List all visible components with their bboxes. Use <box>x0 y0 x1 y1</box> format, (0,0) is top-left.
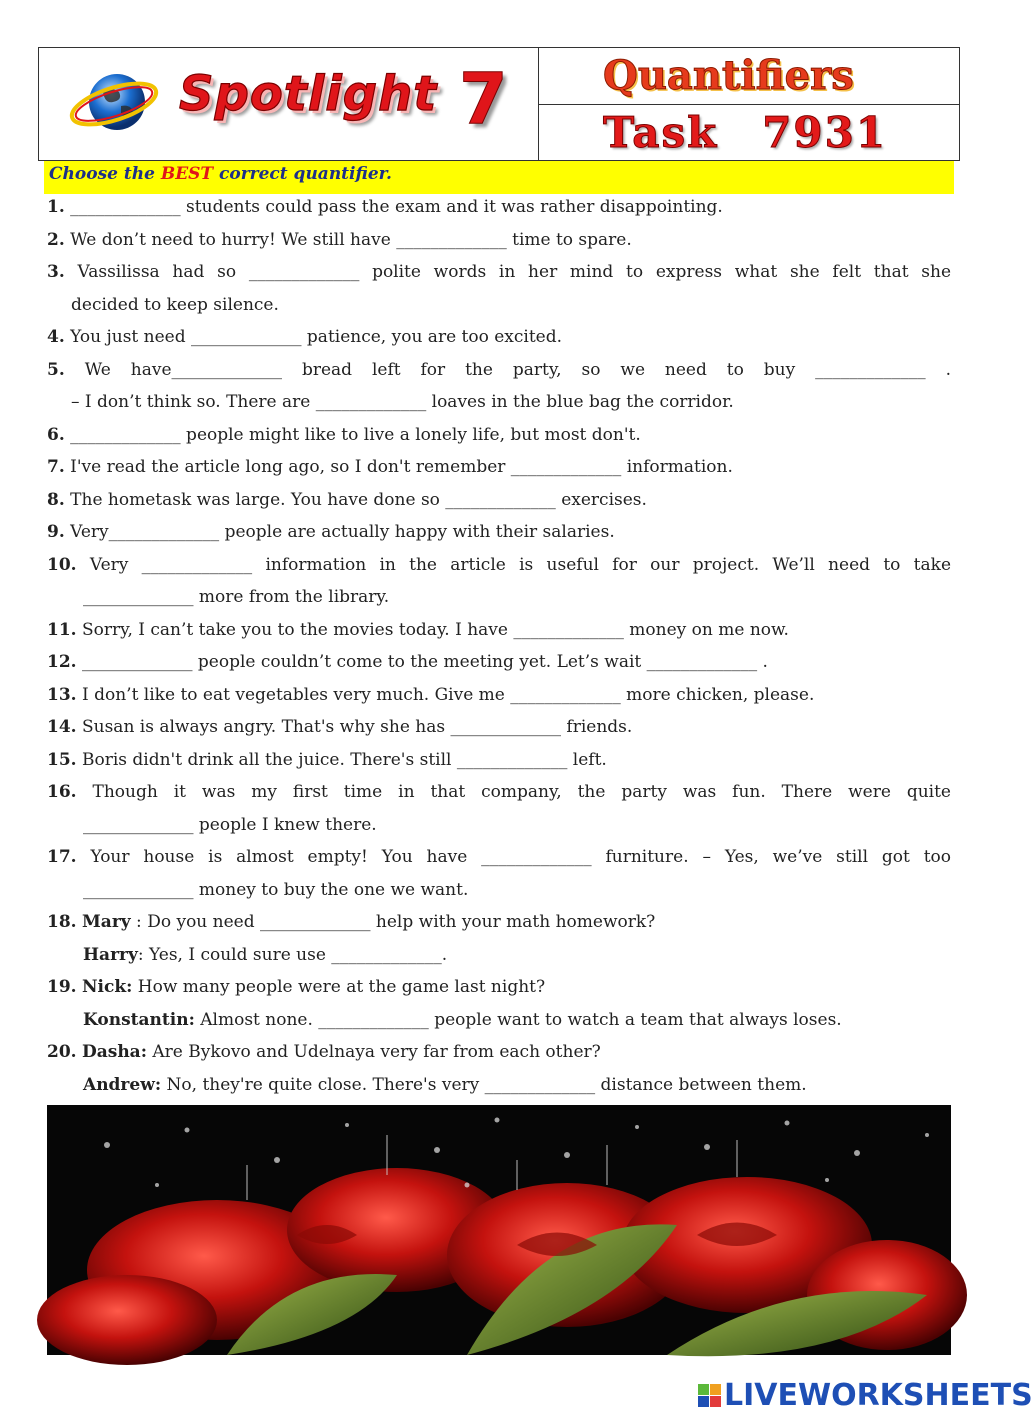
question-number: 8. <box>47 489 65 510</box>
dialogue-text: Are Bykovo and Udelnaya very far from each other? <box>152 1042 601 1062</box>
liveworksheets-logo <box>698 1378 1033 1413</box>
question-list <box>47 191 951 1101</box>
question-item <box>47 419 951 452</box>
question-number: 16. <box>47 782 77 802</box>
grade-number: 7 <box>459 58 508 140</box>
speaker-name: Harry <box>83 944 138 965</box>
question-number: 13. <box>47 684 77 705</box>
question-number: 19. <box>47 977 77 997</box>
speaker-separator: : <box>130 912 148 932</box>
dialogue-text: No, they're quite close. There's very _____________ distance between them. <box>166 1074 807 1095</box>
dialogue-item <box>47 1036 951 1069</box>
question-text: The hometask was large. You have done so _____________ exercises. <box>70 489 647 510</box>
question-number: 5. <box>47 359 65 380</box>
question-text: Though it was my first time in that company, the party was fun. There were quite <box>92 782 951 802</box>
question-text: Susan is always angry. That's why she has _____________ friends. <box>81 717 633 737</box>
question-number: 20. <box>47 1042 77 1062</box>
title-cell <box>539 48 959 160</box>
question-item <box>47 744 951 777</box>
question-number: 4. <box>47 327 65 347</box>
question-continuation <box>47 386 951 419</box>
question-text: Very_____________ people are actually happy with their salaries. <box>70 522 615 542</box>
question-item <box>47 451 951 484</box>
question-number: 9. <box>47 522 65 542</box>
liveworksheets-text: LIVEWORKSHEETS <box>724 1378 1033 1413</box>
question-text: _____________ people might like to live a lonely life, but most don't. <box>70 424 641 445</box>
question-text: We don’t need to hurry! We still have _____________ time to spare. <box>70 229 632 250</box>
question-continuation <box>47 581 951 614</box>
roses-photo <box>47 1105 951 1355</box>
question-item <box>47 841 951 874</box>
question-continuation <box>47 874 951 907</box>
globe-icon <box>69 64 159 140</box>
question-item <box>47 711 951 744</box>
logo-cell <box>39 48 539 160</box>
instruction-banner <box>44 161 954 194</box>
question-number: 15. <box>47 749 77 770</box>
dialogue-text: Do you need _____________ help with your math homework? <box>147 912 656 932</box>
speaker-name: Nick: <box>81 977 133 997</box>
question-item <box>47 776 951 809</box>
question-item <box>47 256 951 289</box>
dialogue-item <box>47 971 951 1004</box>
question-item <box>47 646 951 679</box>
question-number: 12. <box>47 652 77 672</box>
task-row <box>539 105 959 161</box>
worksheet-header <box>38 47 960 161</box>
question-text: decided to keep silence. <box>71 294 279 315</box>
question-continuation <box>47 809 951 842</box>
spotlight-brand: Spotlight <box>179 66 438 122</box>
question-number: 10. <box>47 554 77 575</box>
dialogue-reply <box>47 939 951 972</box>
dialogue-item <box>47 906 951 939</box>
worksheet-title: Quantifiers <box>539 48 959 105</box>
question-number: 14. <box>47 717 77 737</box>
question-item <box>47 516 951 549</box>
question-number: 6. <box>47 424 65 445</box>
liveworksheets-icon <box>698 1384 721 1407</box>
question-number: 18. <box>47 912 77 932</box>
question-text: I don’t like to eat vegetables very much. Give me _____________ more chicken, please. <box>81 684 815 705</box>
speaker-name: Konstantin: <box>83 1009 195 1030</box>
question-number: 17. <box>47 847 77 867</box>
question-text: You just need _____________ patience, you are too excited. <box>70 327 563 347</box>
question-item <box>47 614 951 647</box>
question-item <box>47 354 951 387</box>
question-item <box>47 549 951 582</box>
roses-image <box>47 1105 951 1355</box>
question-number: 2. <box>47 229 65 250</box>
question-text: Your house is almost empty! You have _____________ furniture. – Yes, we’ve still got too <box>90 847 952 867</box>
question-number: 1. <box>47 197 65 217</box>
question-item <box>47 191 951 224</box>
speaker-name: Dasha: <box>81 1042 147 1062</box>
question-item <box>47 321 951 354</box>
speaker-name: Andrew: <box>83 1074 162 1095</box>
question-text: Boris didn't drink all the juice. There's still _____________ left. <box>81 749 607 770</box>
speaker-name: Mary <box>81 912 131 932</box>
question-number: 3. <box>47 262 65 282</box>
question-text: We have_____________ bread left for the party, so we need to buy _____________ . <box>84 359 951 380</box>
dialogue-text: How many people were at the game last night? <box>137 977 546 997</box>
question-text: I've read the article long ago, so I don't remember _____________ information. <box>70 457 733 477</box>
task-label: Task <box>603 107 719 157</box>
question-item <box>47 679 951 712</box>
question-text: _____________ students could pass the exam and it was rather disappointing. <box>70 197 723 217</box>
task-number: 7931 <box>762 107 888 157</box>
question-number: 7. <box>47 457 65 477</box>
question-text: _____________ people couldn’t come to the meeting yet. Let’s wait _____________ . <box>81 652 768 672</box>
question-text: Very _____________ information in the article is useful for our project. We’ll need to take <box>89 554 952 575</box>
question-text: _____________ money to buy the one we want. <box>83 879 469 900</box>
speaker-separator: : <box>137 944 150 965</box>
dialogue-text: Almost none. _____________ people want to watch a team that always loses. <box>200 1009 842 1030</box>
question-text: Sorry, I can’t take you to the movies today. I have _____________ money on me now. <box>81 619 789 640</box>
question-text: _____________ people I knew there. <box>83 814 377 835</box>
dialogue-reply <box>47 1069 951 1102</box>
instruction-text-end: correct quantifier. <box>213 164 392 184</box>
question-text: _____________ more from the library. <box>83 587 390 607</box>
question-continuation <box>47 289 951 322</box>
instruction-text: Choose the <box>49 164 161 184</box>
question-text: Vassilissa had so _____________ polite words in her mind to express what she felt that she <box>77 262 952 282</box>
question-item <box>47 224 951 257</box>
instruction-highlight: BEST <box>160 164 214 184</box>
dialogue-text: Yes, I could sure use _____________. <box>149 944 448 965</box>
question-item <box>47 484 951 517</box>
question-text: – I don’t think so. There are _____________ loaves in the blue bag the corridor. <box>71 392 734 412</box>
question-number: 11. <box>47 619 77 640</box>
dialogue-reply <box>47 1004 951 1037</box>
